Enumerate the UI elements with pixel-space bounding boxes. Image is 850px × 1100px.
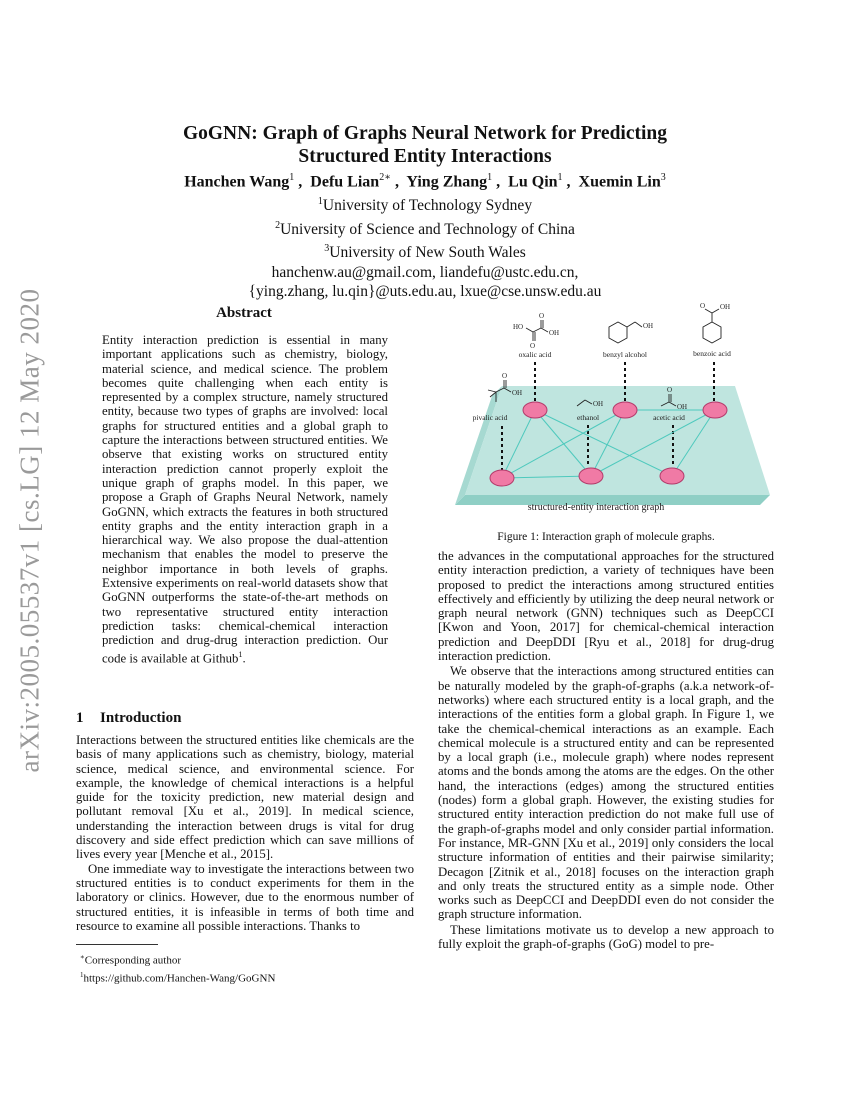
introduction-body <box>76 733 414 933</box>
abstract-body <box>102 333 388 665</box>
affiliation-name: University of New South Wales <box>329 244 526 262</box>
right-column-body <box>438 549 774 952</box>
arxiv-sidebar-stamp <box>5 285 55 775</box>
footnote-ref: 1 <box>238 649 243 659</box>
right-paragraph-1: the advances in the computational approaches for the structured entity interaction prediction, a variety of techniques have been proposed to predict the interactions among structured entities effectively and efficiently by utilizing the deep neural network or graph neural network (GNN) techniques such as DeepCCI [Kwon and Yoon, 2017] for chemical-chemical interaction prediction and DeepDDI [Ryu et al., 2018] for drug-drug interaction prediction. <box>438 549 774 664</box>
footnotes <box>80 950 275 985</box>
molecule-label-ethanol: ethanol <box>576 413 600 422</box>
intro-paragraph-2: One immediate way to investigate the interactions between two structured entities is to conduct experiments for them in the laboratory or clinics. However, due to the enormous number of structured entities, it is infeasible in terms of both time and resource to examine all possible interactions. Thanks to <box>76 861 414 933</box>
atom-label: O <box>700 302 706 310</box>
benzoic-acid-molecule <box>703 309 721 343</box>
abstract-text: Entity interaction prediction is essential in many important applications such as chemistry, biology, material science, and medical science. The problem becomes quite challenging when each entity is represented by a complex structure, namely structured entity, because two types of graphs are involved: local graphs for structured entities and a global graph to capture the interactions between structured entities. We observe that existing works on structured entity interaction prediction cannot properly exploit the unique graph of graphs model. In this paper, we propose a Graph of Graphs Neural Network, namely GoGNN, which extracts the features in both structured entity graphs and the entity interaction graph in a hierarchical way. We also propose the dual-attention mechanism that enables the model to preserve the neighbor importance in both levels of graphs. Extensive experiments on real-world datasets show that GoGNN outperforms the state-of-the-art methods on two representative structured entity interaction prediction tasks: chemical-chemical interaction prediction and drug-drug interaction prediction. Our code is available at Github <box>102 333 388 665</box>
right-paragraph-3: These limitations motivate us to develop a new approach to fully exploit the graph-of-graphs (GoG) model to pre- <box>438 922 774 952</box>
molecule-label-acetic: acetic acid <box>653 413 685 422</box>
figure-caption: Figure 1: Interaction graph of molecule graphs. <box>497 531 715 543</box>
graph-node <box>490 470 514 486</box>
atom-label: OH <box>512 389 523 397</box>
footnote <box>80 950 275 968</box>
section-number: 1 <box>76 710 84 726</box>
affiliation-name: University of Science and Technology of China <box>280 220 575 238</box>
figure-canvas <box>440 300 770 522</box>
molecule-label-benzyl: benzyl alcohol <box>603 350 647 359</box>
abstract-heading: Abstract <box>216 305 272 321</box>
atom-label: OH <box>643 322 654 330</box>
author-mark: 1 <box>289 172 295 183</box>
author-mark: 1 <box>557 172 563 183</box>
title-line-1: GoGNN: Graph of Graphs Neural Network for Predicting <box>182 123 668 144</box>
graph-node <box>579 468 603 484</box>
footnote-mark: 1 <box>80 970 84 979</box>
author-name: Xuemin Lin <box>578 173 661 191</box>
footnote-rule <box>76 944 158 945</box>
atom-label: O <box>539 312 545 320</box>
graph-node <box>613 402 637 418</box>
atom-label: O <box>502 372 508 380</box>
atom-label: OH <box>720 303 731 311</box>
benzyl-alcohol-molecule <box>609 322 642 343</box>
affiliation <box>100 239 750 263</box>
section-title: Introduction <box>100 710 182 726</box>
author-name: Hanchen Wang <box>184 173 290 191</box>
plane-label: structured-entity interaction graph <box>527 502 665 513</box>
atom-label: O <box>667 386 673 394</box>
molecule-label-oxalic: oxalic acid <box>518 350 552 359</box>
footnote <box>80 968 275 986</box>
footnote-mark: ∗ <box>80 953 85 961</box>
affiliation-mark: 3 <box>324 243 330 255</box>
author-name: Ying Zhang <box>406 173 488 191</box>
affiliation <box>100 192 750 216</box>
footnote-text: Corresponding author <box>84 954 181 967</box>
arxiv-identifier: arXiv:2005.05537v1 [cs.LG] 12 May 2020 <box>14 288 45 772</box>
right-paragraph-2: We observe that the interactions among structured entities can be naturally modeled by the graph-of-graphs (a.k.a network-of-networks) where each structured entity is a local graph, and the interactions of the entities form a global graph. In Figure 1, we take the chemical-chemical interactions as an example. Each chemical molecule is a structured entity and can be represented by a local graph (i.e., molecule graph) where nodes represent atoms and the bonds among the atoms are the edges. On the other hand, the interactions (edges) among the structured entities (nodes) form a global graph. However, the existing studies for structured entity interaction prediction do not make full use of the graph-of-graphs model and only consider partial information. For instance, MR-GNN [Xu et al., 2019] only considers the local structure information of entities and their pairwise similarity; Decagon [Zitnik et al., 2018] focuses on the interaction graph and only treats the structured entity as a simple node. Other works such as DeepCCI and DeepDDI even do not consider the graph structure information. <box>438 664 774 922</box>
author-mark: 2∗ <box>379 172 391 183</box>
affiliation-mark: 2 <box>275 219 281 231</box>
affiliation-mark: 1 <box>317 196 323 207</box>
molecule-label-pivalic: pivalic acid <box>472 413 508 422</box>
email-line-1: hanchenw.au@gmail.com, liandefu@ustc.edu.cn, <box>271 263 579 281</box>
affiliation <box>100 216 750 240</box>
molecule-label-benzoic: benzoic acid <box>693 349 731 358</box>
author-list: Hanchen Wang$^1$ , Defu Lian$^{2∗}$ , Ying Zhang$^1$ , Lu Qin$^1$ , Xuemin Lin$^3$ <box>184 172 666 191</box>
atom-label: OH <box>549 329 560 337</box>
abstract-paragraph: Entity interaction prediction is essential in many important applications such as chemistry, biology, material science, and medical science. The problem becomes quite challenging when each entity is represented by a complex structure, namely structured entity, because two types of graphs are involved: local graphs for structured entities and a global graph to capture the interactions between structured entities. We observe that existing works on structured entity interaction prediction cannot properly exploit the unique graph of graphs model. In this paper, we propose a Graph of Graphs Neural Network, namely GoGNN, which extracts the features in both structured entity graphs and the entity interaction graph in a hierarchical way. We also propose the dual-attention mechanism that enables the model to preserve the neighbor importance in both levels of graphs. Extensive experiments on real-world datasets show that GoGNN outperforms the state-of-the-art methods on two representative structured entity interaction prediction tasks: chemical-chemical interaction prediction and drug-drug interaction prediction. Our code is available at Github$^1$. <box>102 333 388 665</box>
atom-label: OH <box>593 400 604 408</box>
graph-node <box>703 402 727 418</box>
author-name: Defu Lian <box>310 173 380 191</box>
intro-paragraph-1: Interactions between the structured entities like chemicals are the basis of many applications such as chemistry, biology, material science, medical science, and environmental science. For example, the knowledge of chemical interactions is a helpful guide for the toxicity prediction, new material design and pollutant removal [Xu et al., 2019]. In medical science, understanding the interaction between drugs is vital for drug discovery and side effect prediction which can save millions of lives every year [Menche et al., 2015]. <box>76 733 414 862</box>
title-line-2: Structured Entity Interactions <box>298 146 552 167</box>
author-mark: 3 <box>660 172 666 183</box>
author-mark: 1 <box>487 172 493 183</box>
atom-label: HO <box>513 323 524 331</box>
paper-title <box>120 122 730 168</box>
oxalic-acid-molecule <box>526 320 548 341</box>
graph-node <box>523 402 547 418</box>
atom-label: OH <box>677 403 688 411</box>
author-name: Lu Qin <box>508 173 558 191</box>
atom-label: O <box>530 342 536 350</box>
email-line-2: {ying.zhang, lu.qin}@uts.edu.au, lxue@cse.unsw.edu.au <box>248 283 602 301</box>
figure-interaction-graph <box>440 300 770 522</box>
affiliations <box>100 192 750 302</box>
section-heading-introduction <box>76 710 181 727</box>
graph-node <box>660 468 684 484</box>
affiliation-name: University of Technology Sydney <box>322 197 533 215</box>
footnote-text: https://github.com/Hanchen-Wang/GoGNN <box>83 972 276 985</box>
